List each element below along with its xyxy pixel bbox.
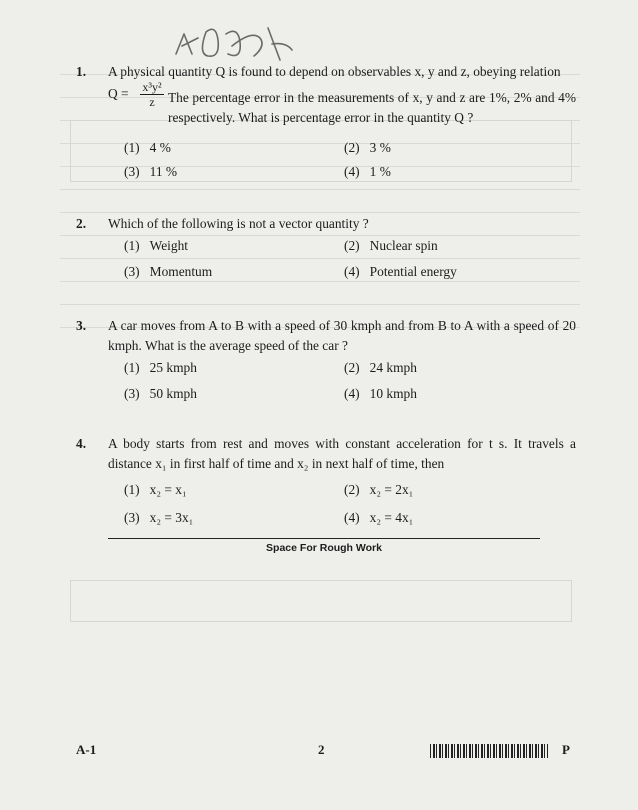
svg-text:Y108: Y108 [168, 7, 204, 24]
question-1-continued: The percentage error in the measurements of x, y and z are 1%, 2% and 4% respectively. What is percentage error in the quantity Q ? [168, 90, 576, 125]
page-number: 2 [318, 742, 325, 757]
option-1[interactable]: (1) x₂ = x₁ [124, 482, 187, 497]
question-text: Which of the following is not a vector quantity ? [108, 216, 369, 231]
option-4[interactable]: (4) Potential energy [344, 264, 457, 279]
question-text: A physical quantity Q is found to depend on observables x, y and z, obeying relation [108, 64, 561, 79]
footer-code-left: A-1 [76, 742, 97, 757]
option-3[interactable]: (3) Momentum [124, 264, 213, 279]
option-2[interactable]: (2) 3 % [344, 140, 391, 155]
option-3[interactable]: (3) 50 kmph [124, 386, 197, 401]
question-1 [76, 62, 576, 82]
option-2[interactable]: (2) 24 kmph [344, 360, 417, 375]
option-3[interactable]: (3) 11 % [124, 164, 178, 179]
option-1[interactable]: (1) 4 % [124, 140, 171, 155]
option-4[interactable]: (4) x₂ = 4x₁ [344, 510, 414, 525]
option-3[interactable]: (3) x₂ = 3x₁ [124, 510, 194, 525]
formula-q: Q = [108, 86, 129, 101]
question-text: A body starts from rest and moves with constant acceleration for t s. It travels a distance x₁ in first half of time and x₂ in next half of time, then [108, 436, 576, 471]
barcode [430, 744, 548, 758]
question-number: 4. [76, 436, 87, 451]
option-2[interactable]: (2) x₂ = 2x₁ [344, 482, 414, 497]
question-text: A car moves from A to B with a speed of 30 kmph and from B to A with a speed of 20 kmph. What is the average speed of the car ? [108, 318, 576, 353]
option-4[interactable]: (4) 10 kmph [344, 386, 417, 401]
rough-work-label: Space For Rough Work [108, 538, 540, 554]
question-number: 1. [76, 64, 87, 79]
footer-code-right: P [562, 742, 570, 757]
question-number: 3. [76, 318, 87, 333]
option-1[interactable]: (1) Weight [124, 238, 189, 253]
question-number: 2. [76, 216, 87, 231]
option-4[interactable]: (4) 1 % [344, 164, 391, 179]
handwritten-note [168, 7, 298, 68]
question-2 [76, 214, 576, 234]
formula-fraction: x³y² z [140, 80, 164, 109]
question-3 [76, 316, 576, 356]
option-2[interactable]: (2) Nuclear spin [344, 238, 438, 253]
option-1[interactable]: (1) 25 kmph [124, 360, 197, 375]
question-4 [76, 434, 576, 474]
